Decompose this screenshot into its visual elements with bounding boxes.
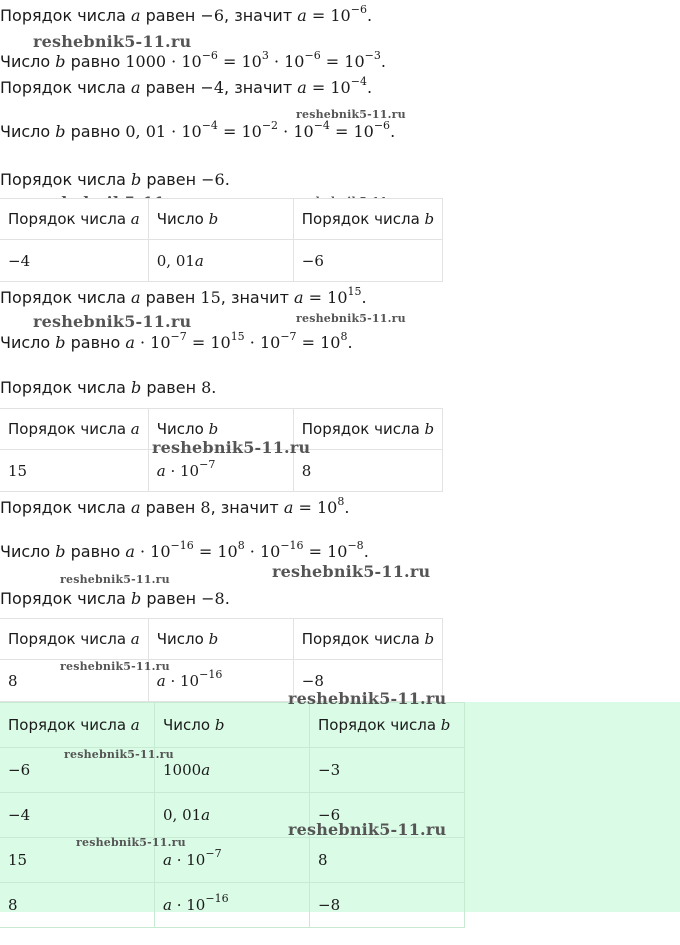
cell-order-b: −3: [310, 748, 465, 793]
header-order-a: Порядок числа a: [0, 703, 155, 748]
cell-order-b: −6: [293, 240, 442, 282]
cell-order-b: 8: [293, 450, 442, 492]
cell-number-b: $a \cdot 10^{-7}$: [148, 450, 293, 492]
cell-order-a: 15: [0, 450, 148, 492]
table-row: [0, 240, 443, 282]
header-order-a: Порядок числа a: [0, 199, 148, 240]
cell-order-a: −4: [0, 240, 148, 282]
header-order-b: Порядок числа b: [293, 409, 442, 450]
cell-order-b: −8: [293, 660, 442, 702]
watermark: reshebnik5-11.ru: [288, 820, 447, 839]
text-line-7: Число b равно $a \cdot 10^{-7} = 10^{15} \cdot 10^{-7} = 10^8$.: [0, 329, 353, 352]
text-line-11: Порядок числа b равен −8.: [0, 589, 230, 608]
header-order-b: Порядок числа b: [293, 619, 442, 660]
cell-order-a: 8: [0, 883, 155, 928]
text-line-2: Число b равно $1000 \cdot 10^{-6} = 10^3 \cdot 10^{-6} = 10^{-3}$.: [0, 48, 386, 71]
watermark: reshebnik5-11.ru: [76, 836, 186, 849]
text-line-4: Число b равно 0, $01 \cdot 10^{-4} = 10^{-2} \cdot 10^{-4} = 10^{-6}$.: [0, 118, 396, 141]
cell-order-b: −6: [310, 793, 465, 838]
header-number-b: Число b: [148, 409, 293, 450]
table-1: [0, 198, 443, 282]
text-line-5: Порядок числа b равен −6.: [0, 170, 230, 189]
table-header-row: [0, 199, 443, 240]
header-number-b: Число b: [148, 619, 293, 660]
summary-table: [0, 702, 465, 928]
header-order-a: Порядок числа a: [0, 619, 148, 660]
watermark: reshebnik5-11.ru: [33, 32, 192, 51]
text-line-6: Порядок числа a равен 15, значит $a = 10^{15}$.: [0, 284, 367, 307]
table-row: [0, 838, 465, 883]
cell-number-b: 0, 01a: [148, 240, 293, 282]
cell-order-b: −8: [310, 883, 465, 928]
text-line-3: Порядок числа a равен −4, значит $a = 10^{-4}$.: [0, 74, 373, 97]
table-row: [0, 883, 465, 928]
cell-order-a: 8: [0, 660, 148, 702]
watermark: reshebnik5-11.ru: [64, 748, 174, 761]
cell-order-a: −4: [0, 793, 155, 838]
header-order-a: Порядок числа a: [0, 409, 148, 450]
cell-number-b: 0, 01a: [155, 793, 310, 838]
header-number-b: Число b: [155, 703, 310, 748]
watermark: reshebnik5-11.ru: [288, 689, 447, 708]
watermark: reshebnik5-11.ru: [272, 562, 431, 581]
text-line-1: Порядок числа a равен −6, значит $a = 10^{-6}$.: [0, 2, 373, 25]
cell-number-b: $a \cdot 10^{-16}$: [148, 660, 293, 702]
cell-number-b: $a \cdot 10^{-7}$: [155, 838, 310, 883]
watermark: reshebnik5-11.ru: [296, 312, 406, 325]
table-header-row: [0, 703, 465, 748]
watermark: reshebnik5-11.ru: [60, 660, 170, 673]
cell-order-a: −6: [0, 748, 155, 793]
cell-order-b: 8: [310, 838, 465, 883]
table-header-row: [0, 619, 443, 660]
watermark: reshebnik5-11.ru: [152, 438, 311, 457]
watermark: reshebnik5-11.ru: [33, 312, 192, 331]
header-order-b: Порядок числа b: [310, 703, 465, 748]
header-number-b: Число b: [148, 199, 293, 240]
watermark: reshebnik5-11.ru: [60, 573, 170, 586]
cell-number-b: 1000a: [155, 748, 310, 793]
header-order-b: Порядок числа b: [293, 199, 442, 240]
text-line-9: Порядок числа a равен 8, значит $a = 10^8$.: [0, 494, 350, 517]
cell-number-b: $a \cdot 10^{-16}$: [155, 883, 310, 928]
text-line-10: Число b равно $a \cdot 10^{-16} = 10^8 \cdot 10^{-16} = 10^{-8}$.: [0, 538, 369, 561]
cell-order-a: 15: [0, 838, 155, 883]
watermark: reshebnik5-11.ru: [296, 108, 406, 121]
text-line-8: Порядок числа b равен 8.: [0, 378, 217, 397]
